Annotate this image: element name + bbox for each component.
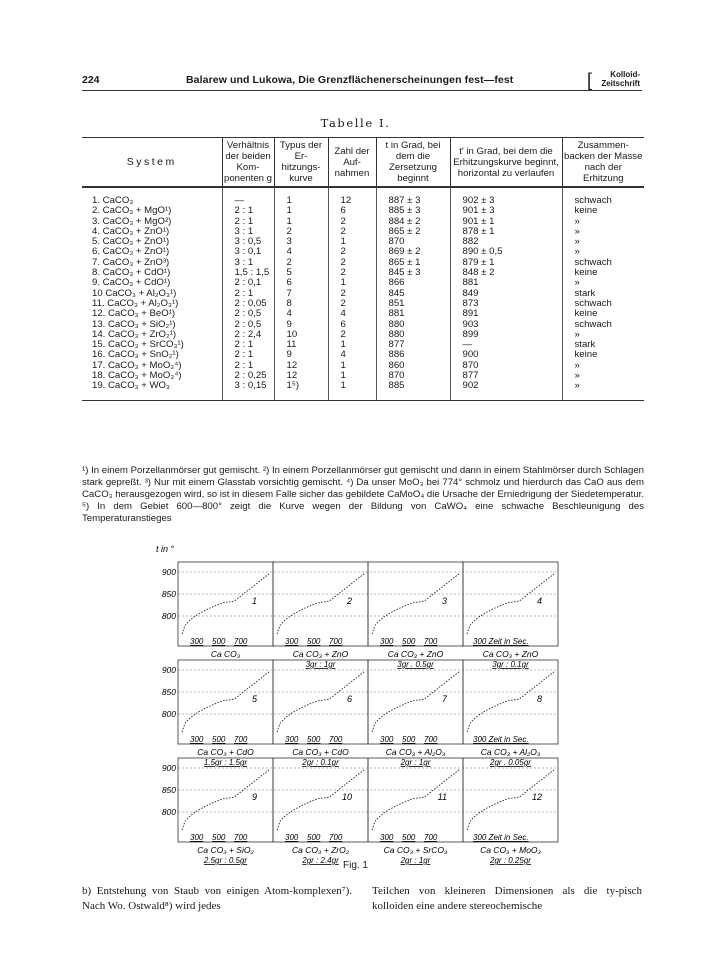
- panel-frame: [273, 562, 368, 646]
- panel-frame: [463, 660, 558, 744]
- count-cell: 1: [328, 381, 376, 400]
- x-tick-label: 500: [402, 735, 416, 744]
- panel-ratio: 3gr : 1gr: [305, 660, 336, 669]
- ratio-cell: 2 : 0,1: [222, 278, 274, 288]
- baking-cell: »: [562, 278, 644, 288]
- baking-cell: »: [562, 227, 644, 237]
- system-cell: 7. CaCO₃ + ZnO³): [92, 256, 170, 268]
- t-prime-cell: 902 ± 3: [450, 187, 562, 206]
- panel-frame: [368, 562, 463, 646]
- system-cell: 15. CaCO₃ + SrCO₃¹): [92, 339, 184, 351]
- page-number: 224: [82, 74, 100, 86]
- y-axis-unit: t in °: [156, 544, 175, 554]
- panel-number: 12: [531, 792, 542, 802]
- x-tick-label: 500: [307, 735, 321, 744]
- type-cell: 12: [274, 361, 328, 371]
- t-prime-cell: 901 ± 3: [450, 206, 562, 216]
- baking-cell: keine: [562, 206, 644, 216]
- type-cell: 6: [274, 278, 328, 288]
- count-cell: 6: [328, 320, 376, 330]
- ratio-cell: 1,5 : 1,5: [222, 268, 274, 278]
- x-tick-label: 500: [212, 637, 226, 646]
- panel-label: Ca CO₃: [210, 649, 241, 659]
- ratio-cell: 3 : 0,15: [222, 381, 274, 400]
- t-prime-cell: 900: [450, 350, 562, 360]
- type-cell: 1⁵): [274, 381, 328, 400]
- count-cell: 2: [328, 330, 376, 340]
- count-cell: 1: [328, 278, 376, 288]
- ratio-cell: 2 : 1: [222, 206, 274, 216]
- y-tick-label: 850: [161, 589, 176, 599]
- system-cell: 5. CaCO₃ + ZnO¹): [92, 236, 170, 248]
- x-tick-label: 500: [402, 833, 416, 842]
- panel-ratio: 2gr . 0.05gr: [490, 758, 531, 767]
- x-tick-label: 700: [329, 637, 343, 646]
- y-tick-label: 900: [161, 763, 176, 773]
- count-cell: 2: [328, 289, 376, 299]
- count-cell: 4: [328, 309, 376, 319]
- system-cell: 2. CaCO₃ + MgO¹): [92, 205, 172, 217]
- x-axis-unit: 300 Zeit in Sec.: [473, 833, 529, 842]
- type-cell: 3: [274, 237, 328, 247]
- system-cell: 10 CaCO₃ + Al₂O₃¹): [92, 287, 177, 299]
- panel-number: 9: [251, 792, 257, 802]
- type-cell: 9: [274, 350, 328, 360]
- type-cell: 12: [274, 371, 328, 381]
- t-cell: 886: [376, 350, 450, 360]
- t-prime-cell: 881: [450, 278, 562, 288]
- x-tick-label: 500: [402, 637, 416, 646]
- t-cell: 865 ± 1: [376, 258, 450, 268]
- count-cell: 1: [328, 361, 376, 371]
- x-tick-label: 500: [212, 833, 226, 842]
- t-cell: 885 ± 3: [376, 206, 450, 216]
- panel-number: 3: [441, 596, 447, 606]
- x-tick-label: 300: [190, 637, 204, 646]
- panel-frame: [463, 758, 558, 842]
- t-prime-cell: 902: [450, 381, 562, 400]
- panel-label: Ca CO₃ + SiO₂: [197, 845, 254, 855]
- panel-label: Ca CO₃ + CdO: [197, 747, 254, 757]
- col-header-ratio: Verhältnis der beiden Kom-ponenten g: [222, 138, 274, 188]
- system-cell: 16. CaCO₃ + SnO₂¹): [92, 349, 179, 361]
- panel-frame: [178, 660, 273, 744]
- count-cell: 1: [328, 371, 376, 381]
- type-cell: 1: [274, 217, 328, 227]
- baking-cell: »: [562, 361, 644, 371]
- panel-label: Ca CO₃ + MoO₃: [480, 845, 541, 855]
- panel-ratio: 3gr . 0.5gr: [397, 660, 434, 669]
- figure-1: [150, 540, 560, 864]
- col-header-type: Typus der Er-hitzungs-kurve: [274, 138, 328, 188]
- type-cell: 2: [274, 258, 328, 268]
- t-prime-cell: 891: [450, 309, 562, 319]
- baking-cell: schwach: [562, 299, 644, 309]
- type-cell: 1: [274, 187, 328, 206]
- count-cell: 2: [328, 268, 376, 278]
- baking-cell: schwach: [562, 187, 644, 206]
- x-tick-label: 300: [190, 833, 204, 842]
- ratio-cell: 2 : 1: [222, 361, 274, 371]
- t-prime-cell: 848 ± 2: [450, 268, 562, 278]
- panel-ratio: 2gr : 1gr: [400, 856, 431, 865]
- t-prime-cell: 849: [450, 289, 562, 299]
- x-tick-label: 300: [285, 833, 299, 842]
- col-header-system: System: [82, 138, 222, 188]
- panel-frame: [368, 758, 463, 842]
- body-column-left: b) Entstehung von Staub von einigen Atom-komplexen⁷). Nach Wo. Ostwald⁸) wird jedes: [82, 885, 352, 912]
- journal-bracket: [: [586, 70, 592, 90]
- x-tick-label: 300: [190, 735, 204, 744]
- table-row: [82, 381, 644, 400]
- panel-number: 2: [346, 596, 352, 606]
- table-row: [82, 187, 644, 206]
- x-tick-label: 300: [285, 735, 299, 744]
- panel-number: 1: [251, 596, 257, 606]
- x-tick-label: 300: [380, 735, 394, 744]
- panel-label: Ca CO₃ + SrCO₃: [383, 845, 448, 855]
- panel-label: Ca CO₃ + ZnO: [292, 649, 349, 659]
- panel-ratio: 3gr : 0.1gr: [492, 660, 529, 669]
- x-axis-unit: 300 Zeit in Sec.: [473, 637, 529, 646]
- table-footnotes: ¹) In einem Porzellanmörser gut gemischt. ²) In einem Porzellanmörser gut gemischt und dann in einem Stahlmörser durch Schlagen stark gepreßt. ³) Nur mit einem Glasstab vorsichtig gemischt. ⁴) Da unser MoO₃ bei 774° schmolz und hierdurch das CaO aus dem CaCO₃ herausgezogen wird, so ist in diesem Falle sicher das gebildete CaMoO₄ die Ursache der Erniedrigung der Siedetemperatur. ⁵) In dem Gebiet 600—800° zeigt die Kurve wegen der Bildung von CaWO₄ eine schwache Beschleunigung des Temperaturanstieges: [82, 465, 644, 524]
- panel-frame: [273, 758, 368, 842]
- ratio-cell: 2 : 0,5: [222, 320, 274, 330]
- count-cell: 2: [328, 247, 376, 257]
- ratio-cell: 2 : 0,5: [222, 309, 274, 319]
- baking-cell: schwach: [562, 258, 644, 268]
- y-tick-label: 800: [161, 709, 176, 719]
- header-rule: [82, 90, 642, 91]
- system-cell: 19. CaCO₃ + WO₃: [82, 381, 222, 400]
- y-tick-label: 900: [161, 665, 176, 675]
- system-cell: 4. CaCO₃ + ZnO¹): [92, 225, 170, 237]
- t-cell: 880: [376, 330, 450, 340]
- t-prime-cell: 870: [450, 361, 562, 371]
- panel-ratio: 1.5gr : 1.5gr: [203, 758, 248, 767]
- t-prime-cell: 903: [450, 320, 562, 330]
- col-header-count: Zahl der Auf-nahmen: [328, 138, 376, 188]
- ratio-cell: 2 : 1: [222, 217, 274, 227]
- x-tick-label: 500: [212, 735, 226, 744]
- panel-frame: [178, 562, 273, 646]
- count-cell: 6: [328, 206, 376, 216]
- panel-frame: [463, 562, 558, 646]
- t-cell: 869 ± 2: [376, 247, 450, 257]
- t-cell: 865 ± 2: [376, 227, 450, 237]
- x-tick-label: 700: [234, 637, 248, 646]
- count-cell: 2: [328, 227, 376, 237]
- baking-cell: »: [562, 247, 644, 257]
- baking-cell: keine: [562, 309, 644, 319]
- panel-number: 7: [441, 694, 447, 704]
- running-header: [82, 70, 642, 94]
- col-header-t: t in Grad, bei dem die Zersetzung beginnt: [376, 138, 450, 188]
- y-tick-label: 850: [161, 687, 176, 697]
- count-cell: 12: [328, 187, 376, 206]
- ratio-cell: 2 : 1: [222, 289, 274, 299]
- type-cell: 11: [274, 340, 328, 350]
- baking-cell: keine: [562, 268, 644, 278]
- journal-line-1: Kolloid-: [610, 70, 640, 79]
- t-prime-cell: 890 ± 0,5: [450, 247, 562, 257]
- type-cell: 1: [274, 206, 328, 216]
- x-tick-label: 500: [307, 833, 321, 842]
- x-tick-label: 700: [424, 833, 438, 842]
- baking-cell: keine: [562, 350, 644, 360]
- system-cell: 12. CaCO₃ + BeO¹): [92, 308, 176, 320]
- panel-ratio: 2gr : 0.1gr: [302, 758, 339, 767]
- type-cell: 8: [274, 299, 328, 309]
- panel-number: 4: [536, 596, 542, 606]
- panel-number: 8: [536, 694, 542, 704]
- y-tick-label: 800: [161, 807, 176, 817]
- count-cell: 2: [328, 258, 376, 268]
- system-cell: 3. CaCO₃ + MgO²): [92, 215, 172, 227]
- ratio-cell: 2 : 1: [222, 340, 274, 350]
- panel-ratio: 2gr : 1gr: [400, 758, 431, 767]
- baking-cell: »: [562, 371, 644, 381]
- t-cell: 845 ± 3: [376, 268, 450, 278]
- system-cell: 17. CaCO₃ + MoO₃⁴): [92, 359, 182, 371]
- panel-label: Ca CO₃ + Al₂O₃: [480, 747, 541, 757]
- body-column-right: Teilchen von kleineren Dimensionen als die ty-pisch kolloiden eine andere stereochemische: [372, 885, 642, 912]
- system-cell: 1. CaCO₃: [92, 195, 134, 206]
- t-cell: 881: [376, 309, 450, 319]
- ratio-cell: —: [222, 187, 274, 206]
- type-cell: 7: [274, 289, 328, 299]
- t-prime-cell: 899: [450, 330, 562, 340]
- t-cell: 880: [376, 320, 450, 330]
- ratio-cell: 2 : 0,25: [222, 371, 274, 381]
- col-header-baking: Zusammen-backen der Masse nach der Erhitzung: [562, 138, 644, 188]
- x-tick-label: 700: [234, 833, 248, 842]
- t-prime-cell: 878 ± 1: [450, 227, 562, 237]
- x-tick-label: 700: [329, 735, 343, 744]
- type-cell: 4: [274, 309, 328, 319]
- ratio-cell: 2 : 1: [222, 350, 274, 360]
- panel-number: 10: [341, 792, 352, 802]
- y-tick-label: 850: [161, 785, 176, 795]
- heating-curves-figure: [150, 540, 560, 865]
- baking-cell: stark: [562, 340, 644, 350]
- t-cell: 877: [376, 340, 450, 350]
- type-cell: 9: [274, 320, 328, 330]
- x-tick-label: 500: [307, 637, 321, 646]
- type-cell: 4: [274, 247, 328, 257]
- count-cell: 1: [328, 340, 376, 350]
- panel-ratio: 2.5gr : 0.5gr: [203, 856, 248, 865]
- t-cell: 870: [376, 371, 450, 381]
- type-cell: 2: [274, 227, 328, 237]
- journal-line-2: Zeitschrift: [601, 79, 640, 88]
- panel-frame: [178, 758, 273, 842]
- ratio-cell: 3 : 0,1: [222, 247, 274, 257]
- baking-cell: »: [562, 217, 644, 227]
- t-prime-cell: 901 ± 1: [450, 217, 562, 227]
- baking-cell: »: [562, 381, 644, 400]
- system-cell: 8. CaCO₃ + CdO¹): [92, 267, 171, 279]
- x-axis-unit: 300 Zeit in Sec.: [473, 735, 529, 744]
- t-cell: 885: [376, 381, 450, 400]
- count-cell: 1: [328, 237, 376, 247]
- type-cell: 5: [274, 268, 328, 278]
- panel-frame: [273, 660, 368, 744]
- y-tick-label: 900: [161, 567, 176, 577]
- baking-cell: schwach: [562, 320, 644, 330]
- t-prime-cell: 882: [450, 237, 562, 247]
- table-caption: Tabelle I.: [320, 116, 391, 130]
- x-tick-label: 700: [329, 833, 343, 842]
- panel-number: 11: [437, 792, 447, 802]
- system-cell: 18. CaCO₃ + MoO₃⁴): [92, 370, 182, 382]
- baking-cell: »: [562, 237, 644, 247]
- t-cell: 887 ± 3: [376, 187, 450, 206]
- figure-caption: Fig. 1: [342, 860, 368, 871]
- panel-ratio: 2gr : 2.4gr: [302, 856, 339, 865]
- panel-label: Ca CO₃ + Al₂O₃: [385, 747, 446, 757]
- running-title: Balarew und Lukowa, Die Grenzflächenerscheinungen fest—fest: [186, 74, 514, 86]
- system-cell: 13. CaCO₃ + SiO₂¹): [92, 318, 176, 330]
- count-cell: 2: [328, 217, 376, 227]
- count-cell: 4: [328, 350, 376, 360]
- t-prime-cell: 873: [450, 299, 562, 309]
- system-cell: 6. CaCO₃ + ZnO¹): [92, 246, 170, 258]
- x-tick-label: 300: [285, 637, 299, 646]
- system-cell: 14. CaCO₃ + ZrO₂¹): [92, 328, 177, 340]
- ratio-cell: 2 : 2,4: [222, 330, 274, 340]
- panel-label: Ca CO₃ + ZnO: [482, 649, 539, 659]
- x-tick-label: 700: [424, 735, 438, 744]
- baking-cell: »: [562, 330, 644, 340]
- ratio-cell: 3 : 1: [222, 258, 274, 268]
- baking-cell: stark: [562, 289, 644, 299]
- panel-number: 5: [251, 694, 257, 704]
- t-prime-cell: 877: [450, 371, 562, 381]
- col-header-t-prime: t' in Grad, bei dem die Erhitzungskurve beginnt, horizontal zu verlaufen: [450, 138, 562, 188]
- t-cell: 845: [376, 289, 450, 299]
- journal-name: [601, 70, 640, 88]
- panel-label: Ca CO₃ + ZnO: [387, 649, 444, 659]
- t-cell: 884 ± 2: [376, 217, 450, 227]
- type-cell: 10: [274, 330, 328, 340]
- t-cell: 860: [376, 361, 450, 371]
- x-tick-label: 700: [424, 637, 438, 646]
- panel-frame: [368, 660, 463, 744]
- ratio-cell: 3 : 0,5: [222, 237, 274, 247]
- system-cell: 9. CaCO₃ + CdO¹): [92, 277, 171, 289]
- data-table: [82, 137, 644, 401]
- panel-label: Ca CO₃ + ZrO₂: [292, 845, 349, 855]
- y-tick-label: 800: [161, 611, 176, 621]
- t-prime-cell: 879 ± 1: [450, 258, 562, 268]
- t-cell: 870: [376, 237, 450, 247]
- ratio-cell: 2 : 0,05: [222, 299, 274, 309]
- ratio-cell: 3 : 1: [222, 227, 274, 237]
- t-cell: 866: [376, 278, 450, 288]
- panel-number: 6: [346, 694, 352, 704]
- count-cell: 2: [328, 299, 376, 309]
- x-tick-label: 300: [380, 637, 394, 646]
- t-prime-cell: —: [450, 340, 562, 350]
- panel-label: Ca CO₃ + CdO: [292, 747, 349, 757]
- x-tick-label: 300: [380, 833, 394, 842]
- panel-ratio: 2gr : 0.25gr: [490, 856, 531, 865]
- t-cell: 851: [376, 299, 450, 309]
- system-cell: 11. CaCO₃ + Al₂O₃¹): [92, 297, 179, 309]
- x-tick-label: 700: [234, 735, 248, 744]
